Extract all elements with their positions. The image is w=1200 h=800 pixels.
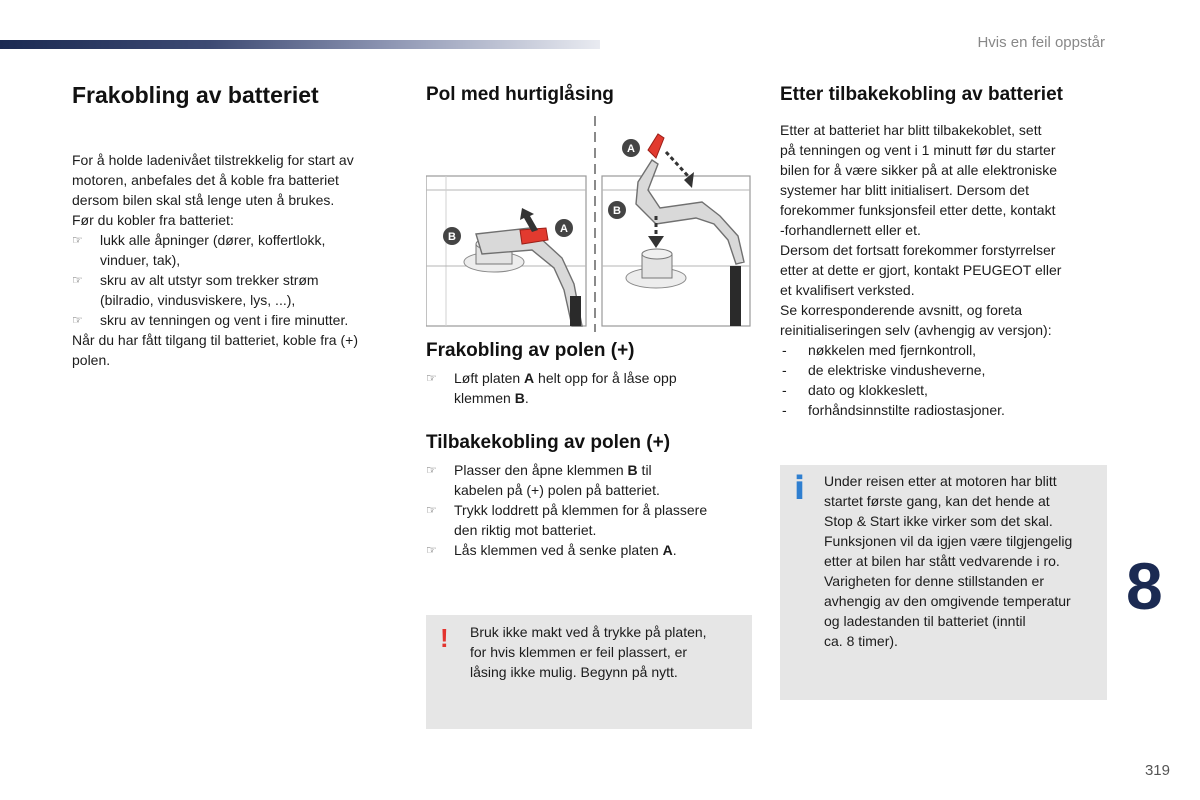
unlock-diagram [426, 176, 586, 326]
info-line: startet første gang, kan det hende at [824, 493, 1050, 509]
text-run: Plasser den åpne klemmen [454, 462, 628, 478]
text-run: helt opp for å låse opp [534, 370, 677, 386]
paragraph-line: Se korresponderende avsnitt, og foreta [780, 302, 1023, 318]
info-line: Under reisen etter at motoren har blitt [824, 473, 1057, 489]
warning-line: for hvis klemmen er feil plassert, er [470, 644, 688, 660]
list-item [426, 460, 752, 500]
list-item-text: kabelen på (+) polen på batteriet. [454, 482, 660, 498]
list-item [72, 270, 402, 310]
header-gradient-bar [0, 40, 600, 49]
chapter-number: 8 [1126, 549, 1163, 623]
warning-text [470, 622, 745, 682]
info-line: etter at bilen har stått vedvarende i ro. [824, 553, 1060, 569]
warning-box [426, 615, 752, 729]
page-number: 319 [1144, 762, 1170, 779]
list-item [780, 380, 1110, 400]
warning-line: Bruk ikke makt ved å trykke på platen, [470, 624, 707, 640]
disconnect-title: Frakobling av polen (+) [426, 340, 635, 361]
pointing-hand-icon: ☞ [426, 503, 437, 517]
list-item-text: forhåndsinnstilte radiostasjoner. [808, 402, 1005, 418]
list-item-text: vinduer, tak), [100, 252, 181, 268]
text-run: . [672, 542, 677, 558]
section-header: Hvis en feil oppstår [977, 34, 1105, 51]
info-line: Stop & Start ikke virker som det skal. [824, 513, 1053, 529]
paragraph-line: systemer har blitt initialisert. Dersom det [780, 182, 1029, 198]
list-item [426, 540, 752, 560]
list-item [72, 310, 402, 330]
plate-label: A [524, 370, 535, 386]
paragraph-line: reinitialiseringen selv (avhengig av versjon): [780, 322, 1052, 338]
list-item [426, 368, 752, 408]
paragraph-line: -forhandlernett eller et. [780, 222, 921, 238]
reconnect-title: Tilbakekobling av polen (+) [426, 432, 671, 453]
warning-exclamation-icon: ! [440, 623, 449, 653]
list-item-text: skru av alt utstyr som trekker strøm [100, 272, 319, 288]
quick-release-title: Pol med hurtiglåsing [426, 84, 614, 105]
list-item-text: Trykk loddrett på klemmen for å plassere [454, 502, 708, 518]
text-run: Lås klemmen ved å senke platen [454, 542, 663, 558]
reconnect-steps [426, 460, 752, 560]
list-item-text: den riktig mot batteriet. [454, 522, 597, 538]
outro-line: Når du har fått tilgang til batteriet, koble fra (+) [72, 332, 358, 348]
text-run: til [637, 462, 652, 478]
paragraph-line: etter at dette er gjort, kontakt PEUGEOT eller [780, 262, 1062, 278]
info-box [780, 465, 1107, 700]
info-line: og ladestanden til batteriet (inntil [824, 613, 1026, 629]
dash-marker: - [782, 402, 787, 418]
list-item [780, 400, 1110, 420]
list-item [780, 360, 1110, 380]
disconnect-steps [426, 368, 752, 408]
intro-line: For å holde ladenivået tilstrekkelig for start av [72, 152, 354, 168]
list-item-text: (bilradio, vindusviskere, lys, ...), [100, 292, 296, 308]
label-a: A [560, 223, 568, 235]
list-item-text: dato og klokkeslett, [808, 382, 928, 398]
lock-diagram [602, 134, 750, 326]
label-a: A [627, 143, 635, 155]
clamp-label: B [514, 390, 525, 406]
page-title: Frakobling av batteriet [72, 82, 319, 108]
info-line: ca. 8 timer). [824, 633, 898, 649]
pointing-hand-icon: ☞ [426, 463, 437, 477]
list-item [780, 340, 1110, 360]
after-reconnect-title: Etter tilbakekobling av batteriet [780, 84, 1063, 105]
pointing-hand-icon: ☞ [72, 313, 83, 327]
pointing-hand-icon: ☞ [426, 371, 437, 385]
pointing-hand-icon: ☞ [72, 233, 83, 247]
paragraph-line: et kvalifisert verksted. [780, 282, 915, 298]
label-b: B [448, 231, 456, 243]
info-line: Funksjonen vil da igjen være tilgjengelig [824, 533, 1073, 549]
label-b: B [613, 205, 621, 217]
after-reconnect-text [780, 120, 1110, 420]
list-item [72, 230, 402, 270]
pointing-hand-icon: ☞ [72, 273, 83, 287]
paragraph-line: forekommer funksjonsfeil etter dette, kontakt [780, 202, 1056, 218]
text-run: Løft platen [454, 370, 525, 386]
list-item [426, 500, 752, 540]
paragraph-line: bilen for å være sikker på at alle elektroniske [780, 162, 1058, 178]
intro-line: dersom bilen skal stå lenge uten å brukes. [72, 192, 335, 208]
info-text [824, 471, 1102, 651]
text-run: . [524, 390, 529, 406]
paragraph-line: på tenningen og vent i 1 minutt før du starter [780, 142, 1056, 158]
paragraph-line: Etter at batteriet har blitt tilbakekoblet, sett [780, 122, 1042, 138]
intro-line: Før du kobler fra batteriet: [72, 212, 234, 228]
list-item-text: de elektriske vindusheverne, [808, 362, 986, 378]
dash-marker: - [782, 362, 787, 378]
info-icon: i [794, 469, 805, 507]
plate-label: A [662, 542, 673, 558]
outro-line: polen. [72, 352, 111, 368]
list-item-text: nøkkelen med fjernkontroll, [808, 342, 977, 358]
info-line: Varigheten for denne stillstanden er [824, 573, 1044, 589]
dash-marker: - [782, 382, 787, 398]
intro-line: motoren, anbefales det å koble fra batteriet [72, 172, 339, 188]
left-column-text [72, 150, 402, 370]
battery-terminal-illustration [426, 112, 752, 334]
pointing-hand-icon: ☞ [426, 543, 437, 557]
list-item-text: lukk alle åpninger (dører, koffertlokk, [100, 232, 326, 248]
paragraph-line: Dersom det fortsatt forekommer forstyrrelser [780, 242, 1056, 258]
clamp-label: B [627, 462, 638, 478]
warning-line: låsing ikke mulig. Begynn på nytt. [470, 664, 678, 680]
text-run: klemmen [454, 390, 515, 406]
info-line: avhengig av den omgivende temperatur [824, 593, 1071, 609]
dash-marker: - [782, 342, 787, 358]
list-item-text: skru av tenningen og vent i fire minutter. [100, 312, 349, 328]
